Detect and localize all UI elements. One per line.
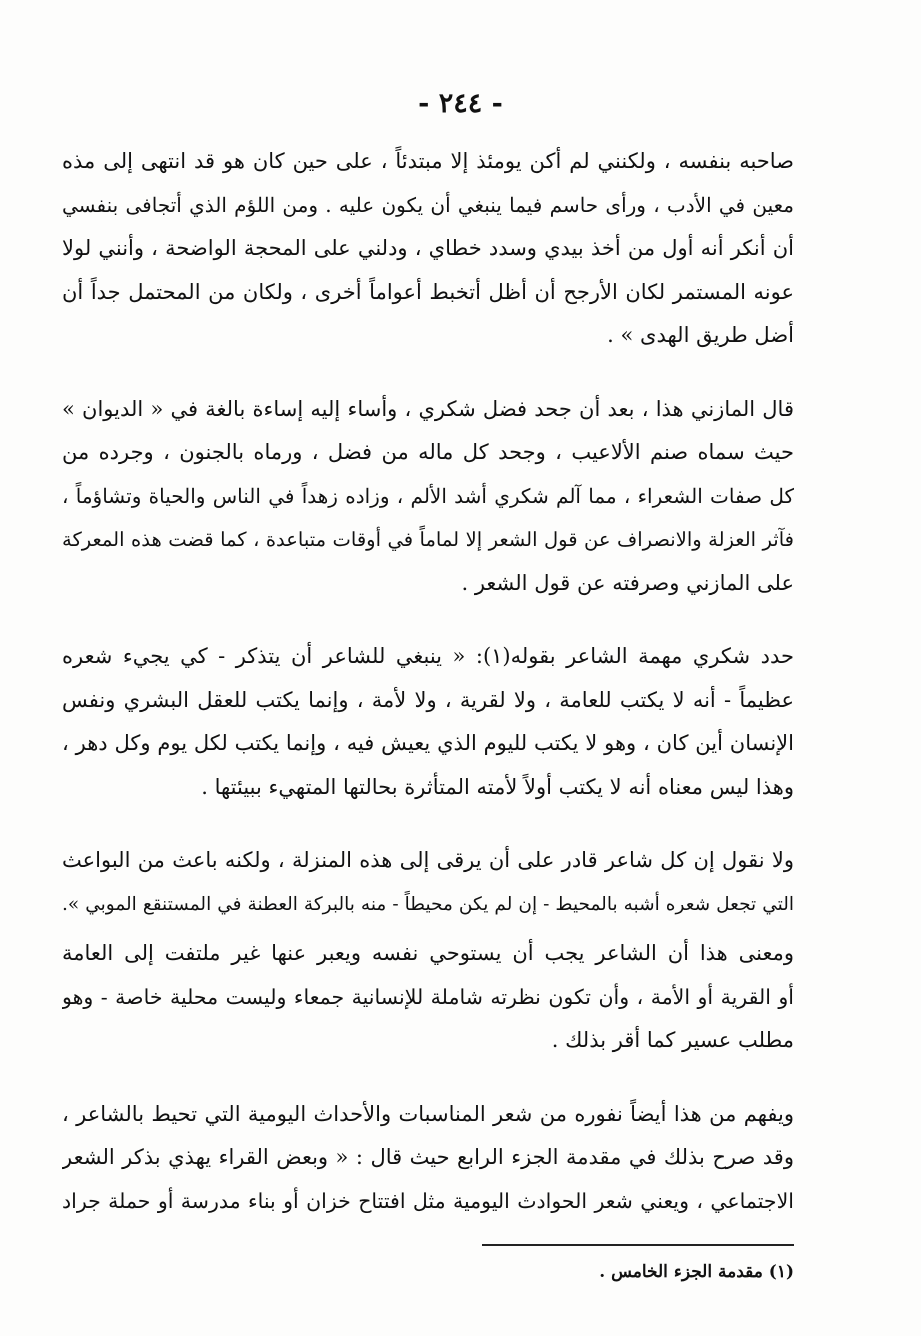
paragraph [62, 1093, 794, 1224]
footnote: (١) مقدمة الجزء الخامس . [599, 1262, 794, 1282]
text-line: الاجتماعي ، ويعني شعر الحوادث اليومية مثل افتتاح خزان أو بناء مدرسة أو حملة جراد [62, 1188, 794, 1213]
paragraph [62, 140, 794, 358]
paragraph [62, 388, 794, 606]
text-line: ويفهم من هذا أيضاً نفوره من شعر المناسبات والأحداث اليومية التي تحيط بالشاعر ، [62, 1101, 794, 1126]
text-line: عونه المستمر لكان الأرجح أن أظل أتخبط أعواماً أخرى ، ولكان من المحتمل جداً أن [62, 279, 794, 304]
text-line: أو القرية أو الأمة ، وأن تكون نظرته شاملة للإنسانية جمعاء وليست محلية خاصة - وهو [62, 984, 794, 1009]
text-line: ولا نقول إن كل شاعر قادر على أن يرقى إلى هذه المنزلة ، ولكنه باعث من البواعث [62, 848, 794, 872]
text-line: حيث سماه صنم الألاعيب ، وجحد كل ماله من فضل ، ورماه بالجنون ، وجرده من [62, 440, 794, 464]
text-line: فآثر العزلة والانصراف عن قول الشعر إلا لماماً في أوقات متباعدة ، كما قضت هذه المعركة [62, 528, 794, 551]
text-line: أن أنكر أنه أول من أخذ بيدي وسدد خطاي ، ودلني على المحجة الواضحة ، وأنني لولا [62, 236, 794, 260]
text-line: أضل طريق الهدى » . [607, 323, 794, 347]
page-number: - ٢٤٤ - [418, 88, 503, 119]
paragraph [62, 635, 794, 809]
text-line: كل صفات الشعراء ، مما آلم شكري أشد الألم ، وزاده زهداً في الناس والحياة وتشاؤماً ، [62, 483, 794, 508]
text-line: على المازني وصرفته عن قول الشعر . [461, 570, 794, 595]
text-line: التي تجعل شعره أشبه بالمحيط - إن لم يكن محيطاً - منه بالبركة العطنة في المستنقع الموبي ». [62, 893, 794, 915]
text-line: معين في الأدب ، ورأى حاسم فيما ينبغي أن يكون عليه . ومن اللؤم الذي أتجافى بنفسي [62, 192, 794, 217]
footnote-divider [482, 1244, 794, 1246]
text-line: حدد شكري مهمة الشاعر بقوله(١): « ينبغي للشاعر أن يتذكر - كي يجيء شعره [62, 644, 794, 668]
text-line: الإنسان أين كان ، وهو لا يكتب لليوم الذي يعيش فيه ، وإنما يكتب لكل يوم وكل دهر ، [62, 731, 794, 755]
text-line: ومعنى هذا أن الشاعر يجب أن يستوحي نفسه ويعبر عنها غير ملتفت إلى العامة [62, 941, 794, 965]
text-line: صاحبه بنفسه ، ولكنني لم أكن يومئذ إلا مبتدئاً ، على حين كان هو قد انتهى إلى مذه [62, 149, 794, 173]
text-line: عظيماً - أنه لا يكتب للعامة ، ولا لقرية ، ولا لأمة ، وإنما يكتب للعقل البشري ونفس [62, 687, 794, 712]
paragraph [62, 932, 794, 1063]
text-line: وهذا ليس معناه أنه لا يكتب أولاً لأمته المتأثرة بحالتها المتهيء ببيئتها . [201, 774, 794, 799]
text-line: وقد صرح بذلك في مقدمة الجزء الرابع حيث قال : « وبعض القراء يهذي بذكر الشعر [62, 1145, 794, 1169]
body-text [62, 140, 794, 1223]
text-line: مطلب عسير كما أقر بذلك . [551, 1028, 794, 1052]
text-line: قال المازني هذا ، بعد أن جحد فضل شكري ، وأساء إليه إساءة بالغة في « الديوان » [62, 396, 794, 421]
paragraph [62, 839, 794, 926]
